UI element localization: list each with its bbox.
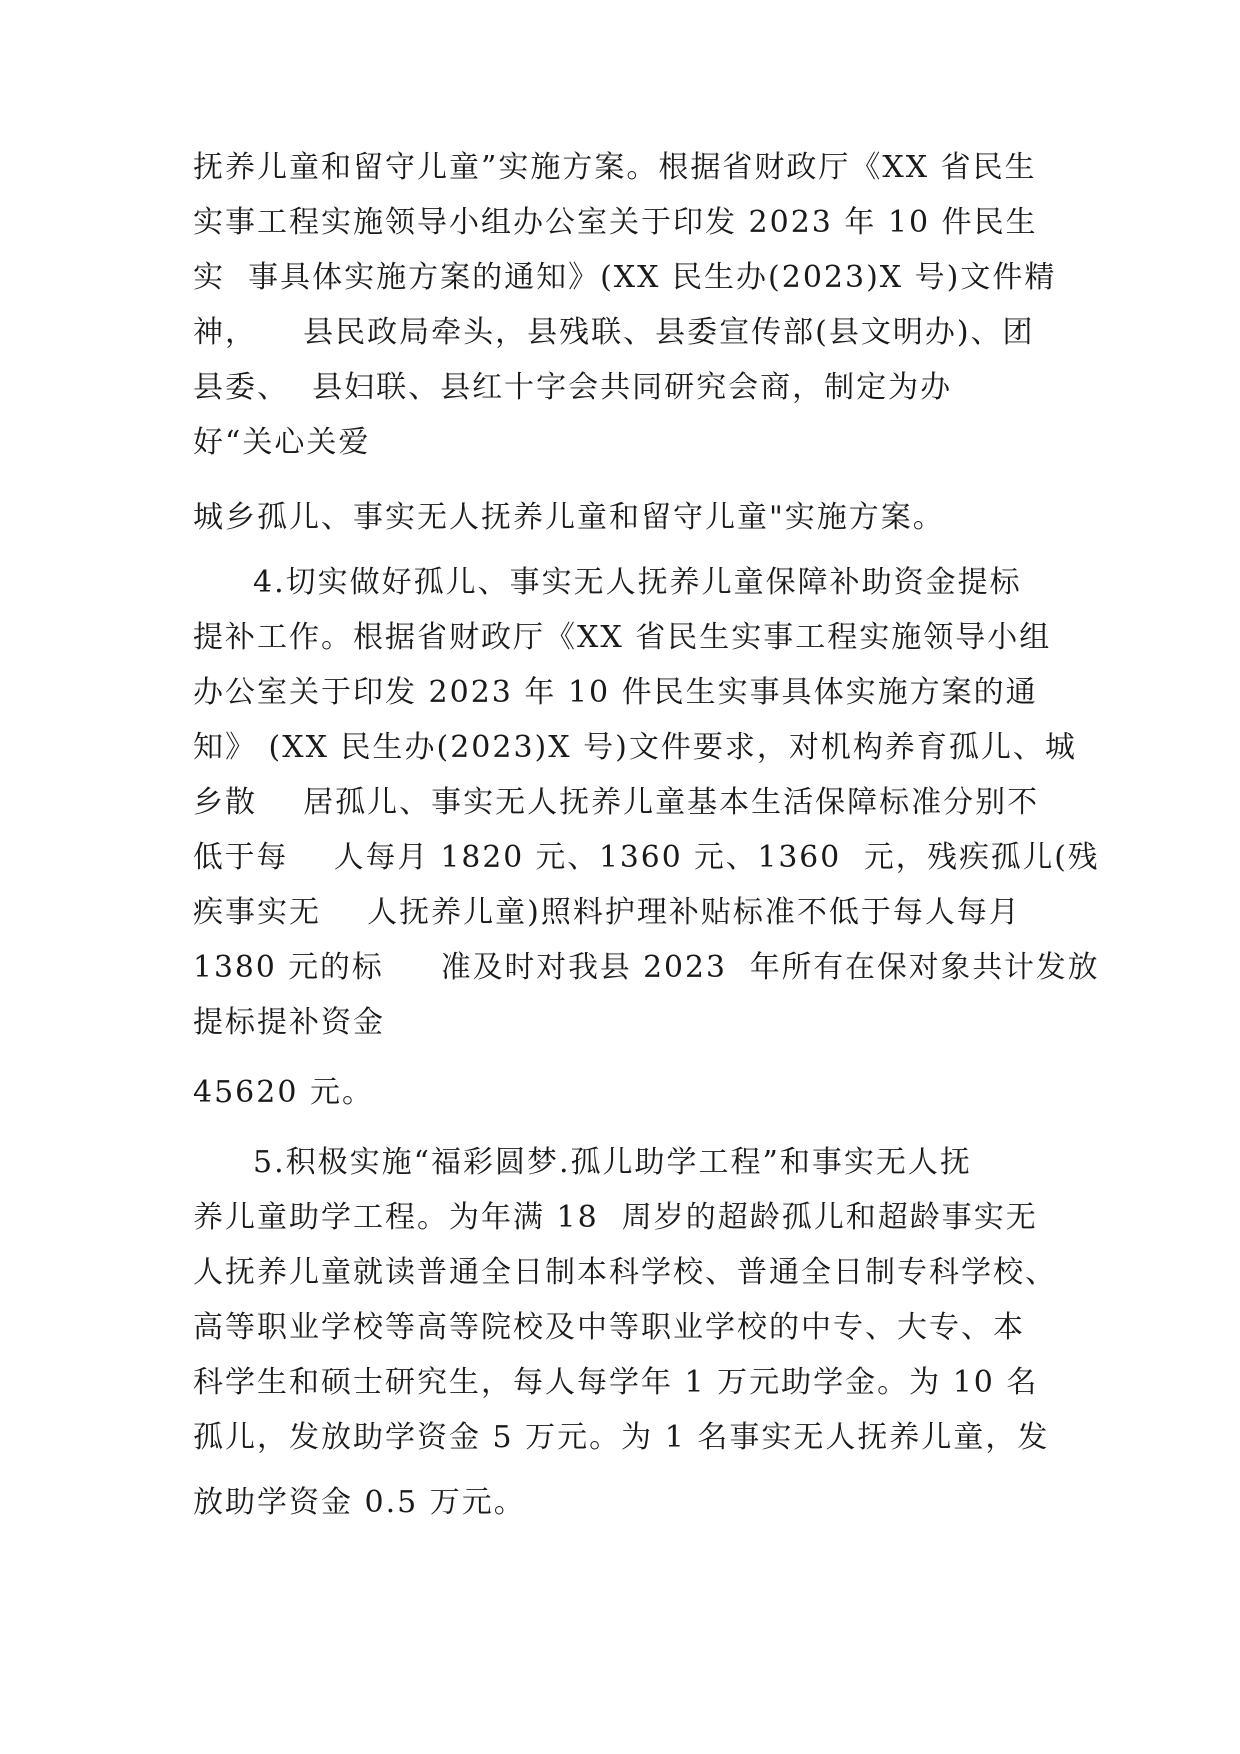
text-line: 办公室关于印发 2023 年 10 件民生实事具体实施方案的通: [193, 675, 1038, 710]
text-line: 4.切实做好孤儿、事实无人抚养儿童保障补助资金提标: [253, 565, 1022, 600]
text-line: 抚养儿童和留守儿童”实施方案。根据省财政厅《XX 省民生: [193, 150, 1037, 185]
text-line: 实事工程实施领导小组办公室关于印发 2023 年 10 件民生: [193, 205, 1038, 240]
text-line: 科学生和硕士研究生，每人每学年 1 万元助学金。为 10 名: [193, 1365, 1039, 1400]
text-line: 提标提补资金: [193, 1005, 385, 1040]
text-line: 县委、 县妇联、县红十字会共同研究会商，制定为办: [193, 370, 953, 405]
text-line: 5.积极实施“福彩圆梦.孤儿助学工程”和事实无人抚: [253, 1145, 972, 1180]
text-line: 养儿童助学工程。为年满 18 周岁的超龄孤儿和超龄事实无: [193, 1200, 1038, 1235]
text-line: 知》 (XX 民生办(2023)X 号)文件要求，对机构养育孤儿、城: [193, 730, 1077, 765]
text-line: 乡散 居孤儿、事实无人抚养儿童基本生活保障标准分别不: [193, 785, 1040, 820]
text-line: 低于每 人每月 1820 元、1360 元、1360 元，残疾孤儿(残: [193, 840, 1100, 875]
text-line: 提补工作。根据省财政厅《XX 省民生实事工程实施领导小组: [193, 620, 1052, 655]
text-line: 好“关心关爱: [193, 425, 371, 460]
text-line: 高等职业学校等高等院校及中等职业学校的中专、大专、本: [193, 1310, 1025, 1345]
text-line: 孤儿，发放助学资金 5 万元。为 1 名事实无人抚养儿童，发: [193, 1420, 1050, 1455]
text-line: 1380 元的标 准及时对我县 2023 年所有在保对象共计发放: [193, 950, 1100, 985]
text-line: 神， 县民政局牵头，县残联、县委宣传部(县文明办)、团: [193, 315, 1035, 350]
text-line: 实 事具体实施方案的通知》(XX 民生办(2023)X 号)文件精: [193, 260, 1057, 295]
text-line: 放助学资金 0.5 万元。: [193, 1485, 526, 1520]
text-line: 45620 元。: [193, 1075, 374, 1110]
text-line: 城乡孤儿、事实无人抚养儿童和留守儿童"实施方案。: [193, 500, 945, 535]
text-line: 疾事实无 人抚养儿童)照料护理补贴标准不低于每人每月: [193, 895, 1021, 930]
text-line: 人抚养儿童就读普通全日制本科学校、普通全日制专科学校、: [193, 1255, 1057, 1290]
